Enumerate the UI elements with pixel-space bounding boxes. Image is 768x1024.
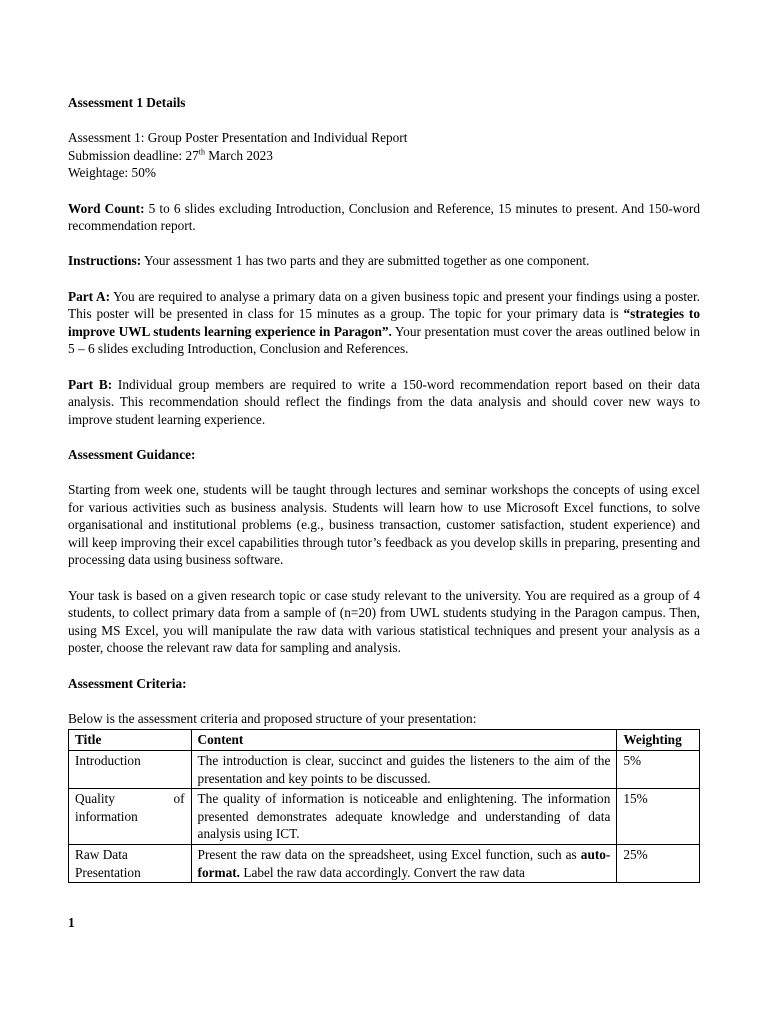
column-header-title: Title [69,730,192,751]
criteria-heading: Assessment Criteria: [68,675,187,691]
page-content [68,94,700,883]
row-weighting: 5% [617,750,700,788]
instructions-paragraph: Instructions: Your assessment 1 has two parts and they are submitted together as one component. [68,253,590,269]
column-header-weighting: Weighting [617,730,700,751]
table-row [69,789,700,845]
table-row [69,750,700,788]
row-content: Present the raw data on the spreadsheet, using Excel function, such as auto-format. Label the raw data accordingly. Convert the raw data [191,844,617,882]
assessment-title-line: Assessment 1: Group Poster Presentation and Individual Report [68,130,408,146]
table-header-row [69,730,700,751]
row-title: Introduction [69,750,192,788]
guidance-heading: Assessment Guidance: [68,446,196,462]
table-row [69,844,700,882]
guidance-paragraph-2: Your task is based on a given research topic or case study relevant to the university. You are required as a group of 4 students, to collect primary data from a sample of (n=20) from UWL students studying in the Paragon campus. Then, using MS Excel, you will manipulate the raw data with various statistical techniques and present your analysis as a poster, choose the relevant raw data for sampling and analysis. [68,587,700,656]
page-number: 1 [68,915,75,930]
row-content: The introduction is clear, succinct and guides the listeners to the aim of the presentation and key points to be discussed. [191,750,617,788]
criteria-table [68,729,700,883]
document-title: Assessment 1 Details [68,95,186,110]
weightage: Weightage: 50% [68,165,156,181]
row-title: Quality of information [69,789,192,845]
part-b-paragraph: Part B: Individual group members are required to write a 150-word recommendation report based on their data analysis. This recommendation should reflect the findings from the data analysis and should cover new ways to improve student learning experience. [68,376,700,427]
row-weighting: 25% [617,844,700,882]
row-title: Raw Data Presentation [69,844,192,882]
part-a-paragraph: Part A: You are required to analyse a primary data on a given business topic and present your findings using a poster. This poster will be presented in class for 15 minutes as a group. The topic for your primary data is “strategies to improve UWL students learning experience in Paragon”. Your presentation must cover the areas outlined below in 5 – 6 slides excluding Introduction, Conclusion and References. [68,288,700,357]
word-count-paragraph: Word Count: 5 to 6 slides excluding Introduction, Conclusion and Reference, 15 minutes to present. And 150-word recommendation report. [68,200,700,234]
guidance-paragraph-1: Starting from week one, students will be taught through lectures and seminar workshops the concepts of using excel for various activities such as business analysis. Students will learn how to use Microsoft Excel functions, to solve organisational and institutional problems (e.g., business transaction, customer satisfaction, student experience) and will keep improving their excel capabilities through tutor’s feedback as you develop skills in preparing, presenting and processing data using business software. [68,482,700,568]
submission-deadline: Submission deadline: 27th March 2023 [68,147,273,163]
criteria-intro: Below is the assessment criteria and proposed structure of your presentation: [68,710,477,726]
row-content: The quality of information is noticeable and enlightening. The information presented demonstrates adequate knowledge and understanding of data analysis using ICT. [191,789,617,845]
row-weighting: 15% [617,789,700,845]
column-header-content: Content [191,730,617,751]
